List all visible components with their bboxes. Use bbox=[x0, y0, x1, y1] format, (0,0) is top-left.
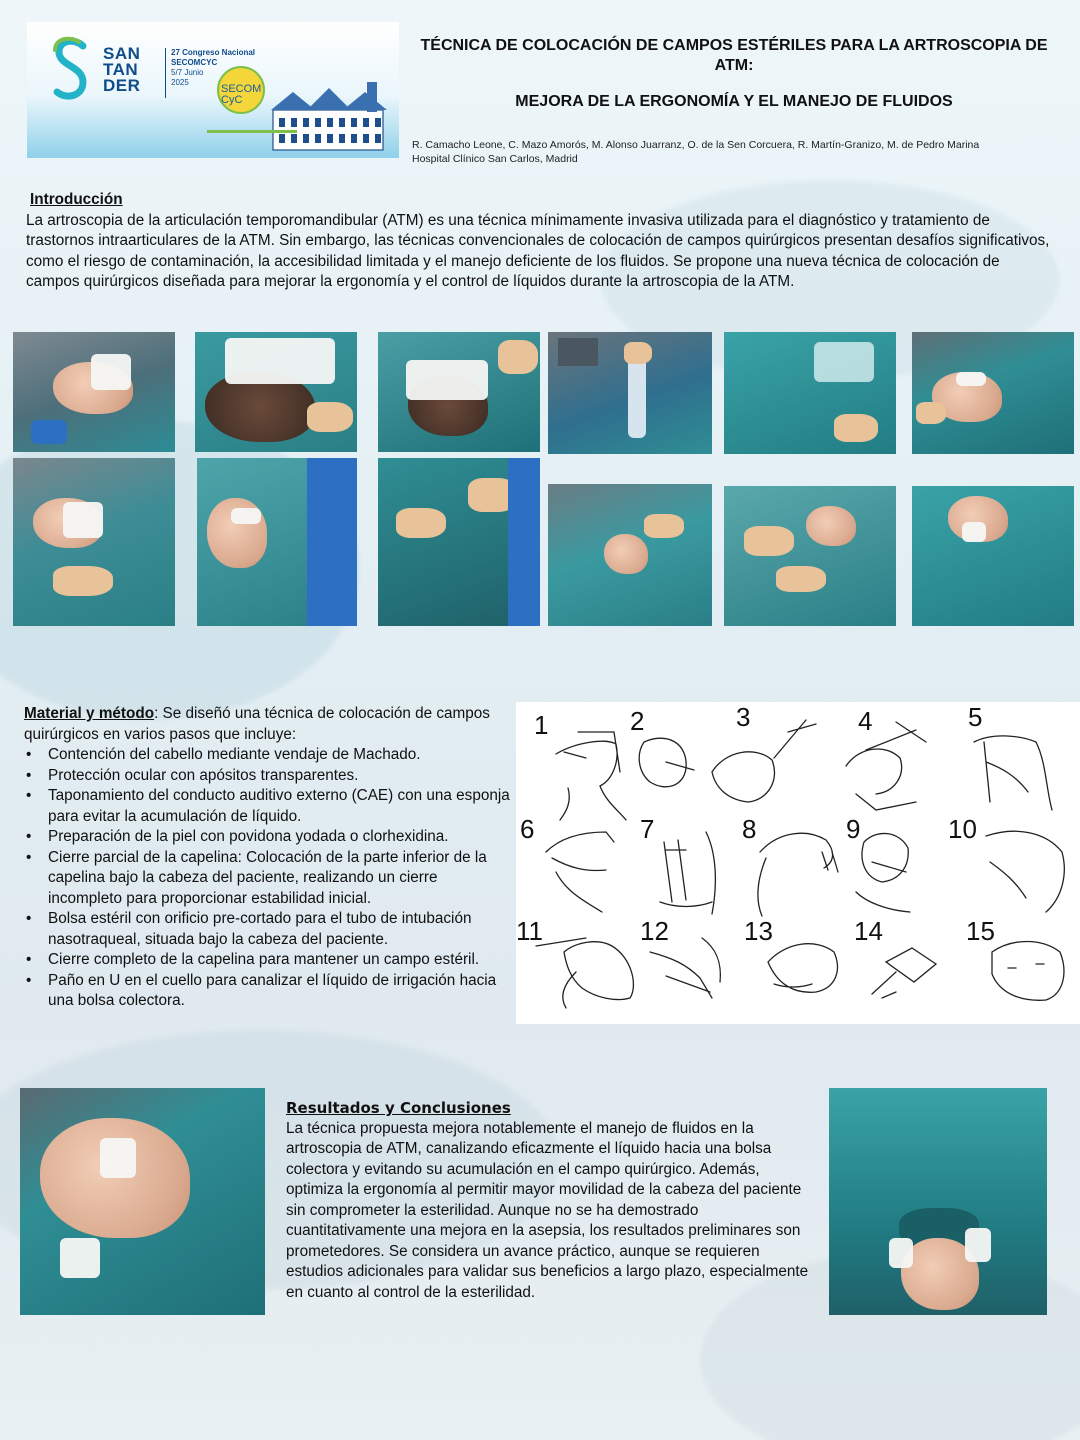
method-heading: Material y método bbox=[24, 705, 155, 722]
procedure-photo-12 bbox=[912, 486, 1074, 626]
introduction-body: La artroscopia de la articulación temporomandibular (ATM) es una técnica mínimamente invasiva utilizada para el diagnóstico y tratamiento de trastornos intraarticulares de la ATM. Sin embargo, las técnicas convencionales de colocación de campos quirúrgicos presentan desafíos significativos, como el riesgo de contaminación, la accesibilidad limitada y el manejo deficiente de los fluidos. Se propone una nueva técnica de colocación de campos quirúrgicos diseñada para mejorar la ergonomía y el control de líquidos durante la artroscopia de la ATM. bbox=[26, 211, 1050, 291]
step-sketch-panel bbox=[516, 702, 1080, 1024]
sketch-number: 10 bbox=[948, 814, 977, 844]
introduction-section bbox=[26, 190, 1056, 293]
method-step-list bbox=[24, 745, 514, 1012]
method-step: • Bolsa estéril con orificio pre-cortado para el tubo de intubación nasotraqueal, situada bajo la cabeza del paciente. bbox=[24, 909, 514, 950]
palace-building-icon bbox=[263, 76, 393, 152]
method-step: • Preparación de la piel con povidona yodada o clorhexidina. bbox=[24, 827, 514, 848]
sketch-number: 7 bbox=[640, 814, 655, 844]
poster-title: TÉCNICA DE COLOCACIÓN DE CAMPOS ESTÉRILES PARA LA ARTROSCOPIA DE ATM: bbox=[420, 37, 1048, 74]
procedure-photo-5 bbox=[724, 332, 896, 454]
introduction-heading: Introducción bbox=[30, 191, 123, 208]
sketch-number: 2 bbox=[630, 706, 645, 736]
author-block bbox=[412, 138, 1072, 166]
banner-accent-bar bbox=[207, 130, 297, 133]
sketch-number: 11 bbox=[516, 916, 543, 946]
congress-banner bbox=[27, 22, 399, 158]
santander-wordmark: SAN TAN DER bbox=[103, 44, 141, 95]
results-heading: Resultados y Conclusiones bbox=[286, 1099, 511, 1117]
poster-subtitle: MEJORA DE LA ERGONOMÍA Y EL MANEJO DE FLUIDOS bbox=[515, 93, 953, 110]
procedure-photo-7 bbox=[13, 458, 175, 626]
sketch-number: 13 bbox=[744, 916, 773, 946]
procedure-photo-1 bbox=[13, 332, 175, 452]
method-section bbox=[24, 704, 514, 1012]
procedure-photo-10 bbox=[548, 484, 712, 626]
sketch-number: 5 bbox=[968, 702, 983, 732]
method-step: • Cierre parcial de la capelina: Colocación de la parte inferior de la capelina bajo la cabeza del paciente, realizando un cierre incompleto para proporcionar estabilidad inicial. bbox=[24, 848, 514, 910]
procedure-photo-4 bbox=[548, 332, 712, 454]
procedure-photo-9 bbox=[378, 458, 540, 626]
sketch-number: 4 bbox=[858, 706, 873, 736]
procedure-photo-6 bbox=[912, 332, 1074, 454]
logo-divider bbox=[165, 48, 166, 98]
method-lead: : Se diseñó una técnica de colocación de campos quirúrgicos en varios pasos que incluye: bbox=[24, 705, 490, 743]
sketch-number: 9 bbox=[846, 814, 861, 844]
results-body: La técnica propuesta mejora notablemente el manejo de fluidos en la artroscopia de ATM, canalizando eficazmente el líquido hacia una bolsa colectora y evitando su acumulación en el campo quirúrgico. Además, optimiza la ergonomía al permitir mayor movilidad de la cabeza del paciente sin comprometer la esterilidad. Aunque no se ha demostrado cuantitativamente una mejora en la asepsia, los resultados preliminares son prometedores. Se considera un avance práctico, aunque se requieren estudios adicionales para validar sus beneficios a largo plazo, especialmente en cuanto al control de la esterilidad. bbox=[286, 1119, 809, 1301]
procedure-photo-11 bbox=[724, 486, 896, 626]
sketch-drawings bbox=[516, 702, 1080, 1024]
method-step: • Protección ocular con apósitos transparentes. bbox=[24, 766, 514, 787]
sketch-number: 6 bbox=[520, 814, 535, 844]
author-list: R. Camacho Leone, C. Mazo Amorós, M. Alonso Juarranz, O. de la Sen Corcuera, R. Martín-Granizo, M. de Pedro Marina bbox=[412, 139, 980, 151]
sketch-number: 8 bbox=[742, 814, 757, 844]
sketch-number: 1 bbox=[534, 710, 549, 740]
result-photo-left bbox=[20, 1088, 265, 1315]
sketch-number: 15 bbox=[966, 916, 995, 946]
method-step: • Paño en U en el cuello para canalizar el líquido de irrigación hacia una bolsa colectora. bbox=[24, 971, 514, 1012]
method-step: • Cierre completo de la capelina para mantener un campo estéril. bbox=[24, 950, 514, 971]
sketch-number: 14 bbox=[854, 916, 883, 946]
method-intro bbox=[24, 704, 514, 745]
sketch-number: 3 bbox=[736, 702, 751, 732]
method-step: • Taponamiento del conducto auditivo externo (CAE) con una esponja para evitar la acumulación de líquido. bbox=[24, 786, 514, 827]
procedure-photo-8 bbox=[197, 458, 357, 626]
institution: Hospital Clínico San Carlos, Madrid bbox=[412, 153, 578, 165]
procedure-photo-2 bbox=[195, 332, 357, 452]
sketch-number: 12 bbox=[640, 916, 669, 946]
procedure-photo-3 bbox=[378, 332, 540, 452]
santander-s-logo-icon bbox=[49, 36, 93, 106]
result-photo-right bbox=[829, 1088, 1047, 1315]
results-section bbox=[286, 1098, 810, 1303]
method-step: • Contención del cabello mediante vendaje de Machado. bbox=[24, 745, 514, 766]
secomcyc-badge-text: SECOM CyC bbox=[221, 83, 262, 106]
congress-info: 27 Congreso Nacional SECOMCYC 5/7 Junio 2025 bbox=[171, 48, 256, 87]
